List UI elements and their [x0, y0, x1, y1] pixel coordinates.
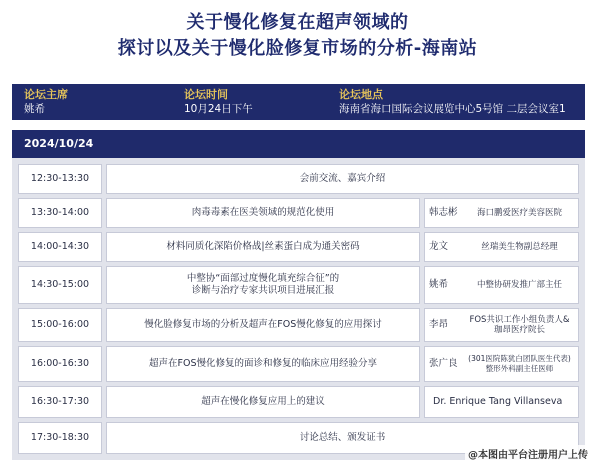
- topic-cell: 肉毒毒素在医美领域的规范化使用: [106, 198, 420, 228]
- time-cell: 16:00-16:30: [18, 346, 102, 382]
- title-line-1: 关于慢化修复在超声领域的: [186, 12, 409, 33]
- speaker-affiliation: 海口鹏爱医疗美容医院: [476, 208, 562, 218]
- host-cell: [12, 84, 172, 120]
- time-cell: 12:30-13:30: [18, 164, 102, 194]
- upload-watermark: @本图由平台注册用户上传: [465, 445, 591, 462]
- topic-cell: 中整协“面部过度慢化填充综合征”的 诊断与治疗专家共识项目进展汇报: [106, 266, 420, 304]
- schedule-row: [12, 164, 585, 194]
- speaker-cell: [424, 198, 579, 228]
- place-value: 海南省海口国际会议展览中心5号馆 二层会议室1: [339, 103, 566, 115]
- place-cell: [327, 84, 585, 120]
- host-label: 论坛主席: [24, 88, 68, 101]
- speaker-name: 姚希: [429, 279, 449, 290]
- time-cell: [172, 84, 327, 120]
- topic-cell: 讨论总结、颁发证书: [106, 422, 579, 454]
- schedule-row: [12, 346, 585, 382]
- time-label: 论坛时间: [184, 88, 228, 101]
- speaker-cell: [424, 308, 579, 342]
- page-title: [0, 10, 595, 62]
- topic-cell: 会前交流、嘉宾介绍: [106, 164, 579, 194]
- speaker-cell: [424, 232, 579, 262]
- topic-cell: 超声在FOS慢化修复的面诊和修复的临床应用经验分享: [106, 346, 420, 382]
- place-label: 论坛地点: [339, 88, 383, 101]
- time-value: 10月24日下午: [184, 103, 253, 115]
- time-cell: 14:00-14:30: [18, 232, 102, 262]
- time-cell: 17:30-18:30: [18, 422, 102, 454]
- time-cell: 14:30-15:00: [18, 266, 102, 304]
- schedule-row: [12, 308, 585, 342]
- speaker-cell: [424, 266, 579, 304]
- speaker-affiliation: (301医院陈犹白团队医生代表) 整形外科副主任医师: [468, 354, 571, 373]
- time-cell: 13:30-14:00: [18, 198, 102, 228]
- schedule-row: [12, 386, 585, 418]
- speaker-name: 张广良: [429, 358, 458, 369]
- title-line-2: 探讨以及关于慢化脸修复市场的分析-海南站: [117, 38, 478, 59]
- time-cell: 16:30-17:30: [18, 386, 102, 418]
- speaker-affiliation: 中整协研发推广部主任: [476, 280, 562, 290]
- speaker-name: Dr. Enrique Tang Villanseva: [433, 396, 563, 407]
- schedule-row: [12, 266, 585, 304]
- speaker-name: 龙文: [429, 241, 449, 252]
- topic-cell: 超声在慢化修复应用上的建议: [106, 386, 420, 418]
- host-value: 姚希: [24, 103, 45, 115]
- schedule-row: [12, 232, 585, 262]
- speaker-name: 韩志彬: [429, 207, 458, 218]
- schedule-table: [12, 158, 585, 460]
- topic-cell: 材料同质化深陷价格战|丝素蛋白成为通关密码: [106, 232, 420, 262]
- date-header: 2024/10/24: [12, 130, 585, 158]
- speaker-cell: [424, 386, 579, 418]
- forum-info-bar: [12, 84, 585, 120]
- speaker-cell: [424, 346, 579, 382]
- speaker-affiliation: 丝瑞美生物副总经理: [481, 242, 558, 252]
- speaker-affiliation: FOS共识工作小组负责人& 珈昂医疗院长: [469, 315, 570, 335]
- schedule-row: [12, 198, 585, 228]
- speaker-name: 李昂: [429, 319, 449, 330]
- time-cell: 15:00-16:00: [18, 308, 102, 342]
- topic-cell: 慢化脸修复市场的分析及超声在FOS慢化修复的应用探讨: [106, 308, 420, 342]
